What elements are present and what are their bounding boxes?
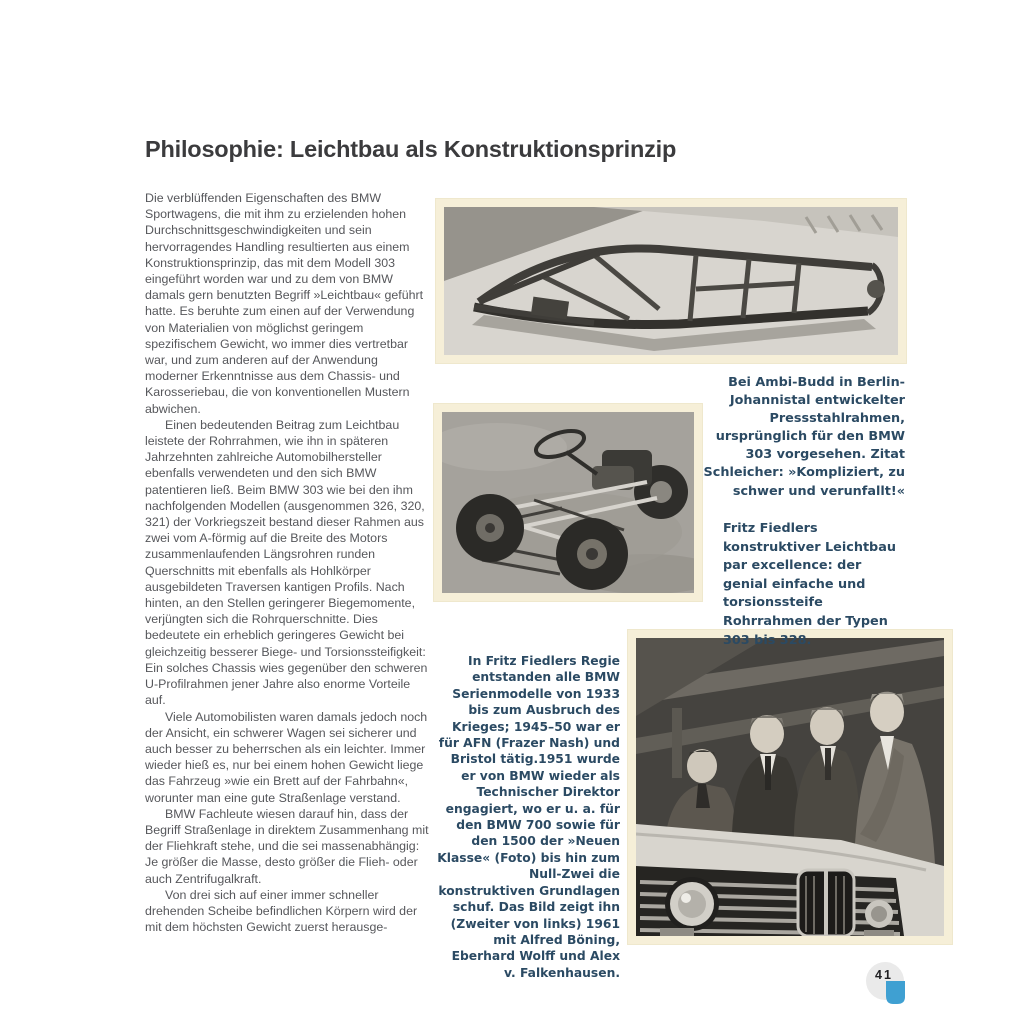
photo-pressed-steel-frame [436,199,906,363]
caption-tube-frame: Fritz Fiedlers konstruktiver Leichtbau par excellence: der genial einfache und torsionssteife Rohrrahmen der Typen 303 bis 328. [723,521,896,648]
photo-fiedler-group [628,630,952,944]
caption-pressed-steel-frame: Bei Ambi-Budd in Berlin-Johannistal entwickelter Pressstahlrahmen, ursprünglich für den BMW 303 vorgesehen. Zitat Schleicher: »Kompliziert, zu schwer und verunfallt!« [703,375,905,499]
fiedler-group-illustration [636,638,944,936]
page-number-badge [864,960,912,1008]
tube-frame-chassis-illustration [442,412,694,593]
caption-fiedler-photo: In Fritz Fiedlers Regie entstanden alle BMW Serienmodelle von 1933 bis zum Ausbruch des Krieges; 1945–50 war er für AFN (Frazer Nash) und Bristol tätig.1951 wurde er von BMW wieder als Technischer Direktor engagiert, wo er u. a. für den BMW 700 sowie für den 1500 der »Neuen Klasse« (Foto) bis hin zum Null-Zwei die konstruktiven Grundlagen schuf. Das Bild zeigt ihn (Zweiter von links) 1961 mit Alfred Böning, Eberhard Wolff und Alex v. Falkenhausen. [437,654,620,980]
page-number: 41 [875,968,893,982]
pressed-steel-frame-illustration [444,207,898,355]
page-title: Philosophie: Leichtbau als Konstruktionsprinzip [145,136,677,162]
photo-tube-frame-chassis [434,404,702,601]
article-text [145,190,430,935]
paragraph-1: Die verblüffenden Eigenschaften des BMW Sportwagens, die mit ihm zu erzielenden hohen Durchschnittsgeschwindigkeiten und sein hervorragendes Handling resultierten aus einem Konstruktionsprinzip, das mit dem Modell 303 eingeführt worden war und zu dem von BMW damals gern benutzten Begriff »Leichtbau« geführt hatte. Es beruhte zum einen auf der Verwendung von Materialien von möglichst geringem spezifischem Gewicht, wo immer dies vertretbar war, und zum anderen auf der Anwendung moderner Erkenntnisse aus dem Chassis- und Karosseriebau, die von konventionellen Mustern abwichen. [145,191,424,416]
paragraph-4: BMW Fachleute wiesen darauf hin, dass der Begriff Straßenlage in direktem Zusammenhang mit der Fliehkraft stehe, und die sei massenabhängig: Je größer die Masse, desto größer die Flieh- oder auch Zentrifugalkraft. [145,806,429,886]
paragraph-3: Viele Automobilisten waren damals jedoch noch der Ansicht, ein schwerer Wagen sei sicherer und auch besser zu beherrschen als ein leichter. Immer wieder hieß es, nur bei einem hohen Gewicht liege das Fahrzeug »wie ein Brett auf der Fahrbahn«, worunter man eine gute Straßenlage verstand. [145,709,428,805]
paragraph-5: Von drei sich auf einer immer schneller drehenden Scheibe befindlichen Körpern wird der mit dem höchsten Gewicht zuerst herausge- [145,887,418,935]
paragraph-2: Einen bedeutenden Beitrag zum Leichtbau leistete der Rohrrahmen, wie ihn in späteren Jahrzehnten zahlreiche Automobilhersteller ebenfalls verwendeten und den sich BMW patentieren ließ. Beim BMW 303 wie bei den ihm nachfolgenden Modellen (ausgenommen 326, 320, 321) der Vorkriegszeit bestand dieser Rahmen aus zwei vom A-förmig auf die Breite des Motors zusammenlaufenden Längsrohren runden Querschnitts mit ebenfalls als Hohlkörper ausgebildeten Traversen kantigen Profils. Nach hinten, an den Stellen geringerer Biegemomente, verjüngten sich die Rohrquerschnitte. Dies bedeutete ein erheblich geringeres Gewicht bei gleichzeitig besserer Biege- und Torsionssteifigkeit: Ein solches Chassis wies gegenüber den schweren U-Profilrahmen jener Jahre also enorme Vorteile auf. [145,417,428,708]
